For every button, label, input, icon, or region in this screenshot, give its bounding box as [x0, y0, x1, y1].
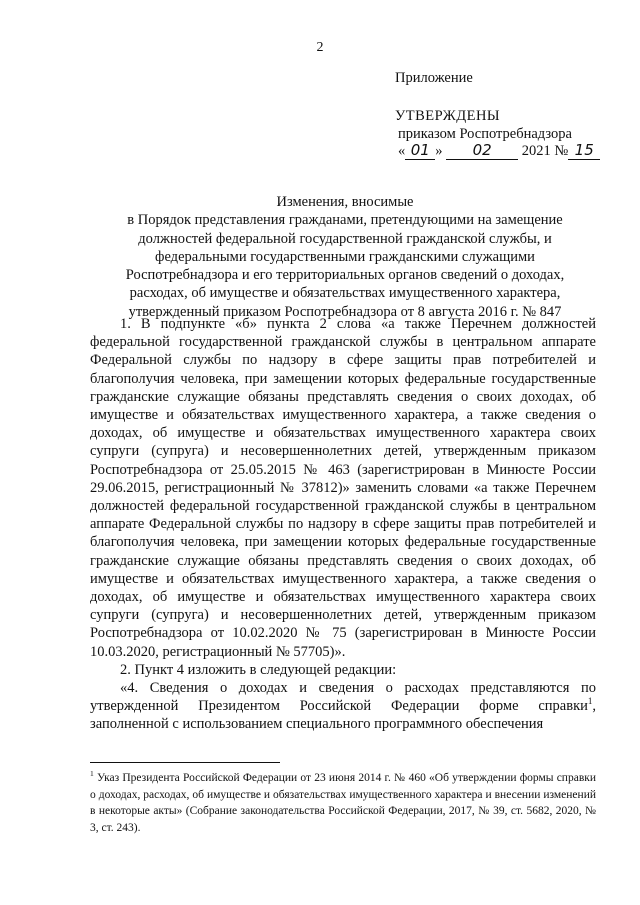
paragraph-2: 2. Пункт 4 изложить в следующей редакции: [120, 661, 397, 678]
date-close-quote: » [435, 143, 443, 159]
handwritten-order-number: 15 [568, 142, 600, 160]
paragraph-3-tail: , заполненной с использованием специального программного обеспечения [90, 698, 596, 733]
footnote-divider [90, 762, 280, 763]
paragraph-3-text: «4. Сведения о доходах и сведения о расходах представляются по утвержденной Президентом Российской Федерации форме справки [90, 680, 596, 715]
paragraph-3 [90, 679, 596, 734]
amendments-heading [110, 193, 580, 321]
order-line: приказом Роспотребнадзора [398, 126, 572, 142]
heading-line-2: в Порядок представления гражданами, претендующими на замещение должностей федеральной государственной гражданской службы, и федеральными государственными гражданскими служащими Роспотребнадзора и его территориальных органов сведений о доходах, расходах, об имуществе и обязательствах имущественного характера, утвержденный приказом Роспотребнадзора от 8 августа 2016 г. № 847 [125, 212, 565, 320]
approved-label: УТВЕРЖДЕНЫ [395, 108, 501, 124]
footnote-marker: 1 [90, 769, 94, 779]
footnote-text: Указ Президента Российской Федерации от 23 июня 2014 г. № 460 «Об утверждении формы справки о доходах, расходах, об имуществе и обязательствах имущественного характера и внесении изменений в некоторые акты» (Собрание законодательства Российской Федерации, 2017, № 39, ст. 5682, 2020, № 3, ст. 243). [90, 772, 596, 834]
footnote-ref[interactable]: 1 [587, 696, 593, 707]
order-date-line [398, 142, 600, 160]
handwritten-month: 02 [446, 142, 518, 160]
paragraph-1: 1. В подпункте «б» пункта 2 слова «а также Перечнем должностей федеральной государственной гражданской службы в центральном аппарате Федеральной службы по надзору в сфере защиты прав потребителей и благополучия человека, при замещении которых федеральные государственные гражданские служащие обязаны представлять сведения о своих доходах, об имуществе и обязательствах имущественного характера, а также сведения о доходах, об имуществе и обязательствах имущественного характера своих супруги (супруга) и несовершеннолетних детей, утвержденным приказом Роспотребнадзора от 25.05.2015 № 463 (зарегистрирован в Минюсте России 29.06.2015, регистрационный № 37812)» заменить словами «а также Перечнем должностей федеральной государственной гражданской службы в центральном аппарате Федеральной службы по надзору в сфере защиты прав потребителей и благополучия человека, при замещении которых федеральные государственные гражданские служащие обязаны представлять сведения о своих доходах, об имуществе и обязательствах имущественного характера, а также сведения о доходах, об имуществе и обязательствах имущественного характера своих супруги (супруга) и несовершеннолетних детей, утвержденным приказом Роспотребнадзора от 10.02.2020 № 75 (зарегистрирован в Минюсте России 10.03.2020, регистрационный № 57705)». [90, 316, 596, 660]
date-open-quote: « [398, 143, 406, 159]
document-body [90, 315, 596, 734]
page-number: 2 [316, 40, 324, 55]
annex-label: Приложение [395, 70, 473, 86]
date-year: 2021 № [521, 143, 569, 159]
footnote [90, 770, 596, 836]
heading-line-1: Изменения, вносимые [276, 194, 414, 210]
handwritten-day: 01 [405, 142, 435, 160]
